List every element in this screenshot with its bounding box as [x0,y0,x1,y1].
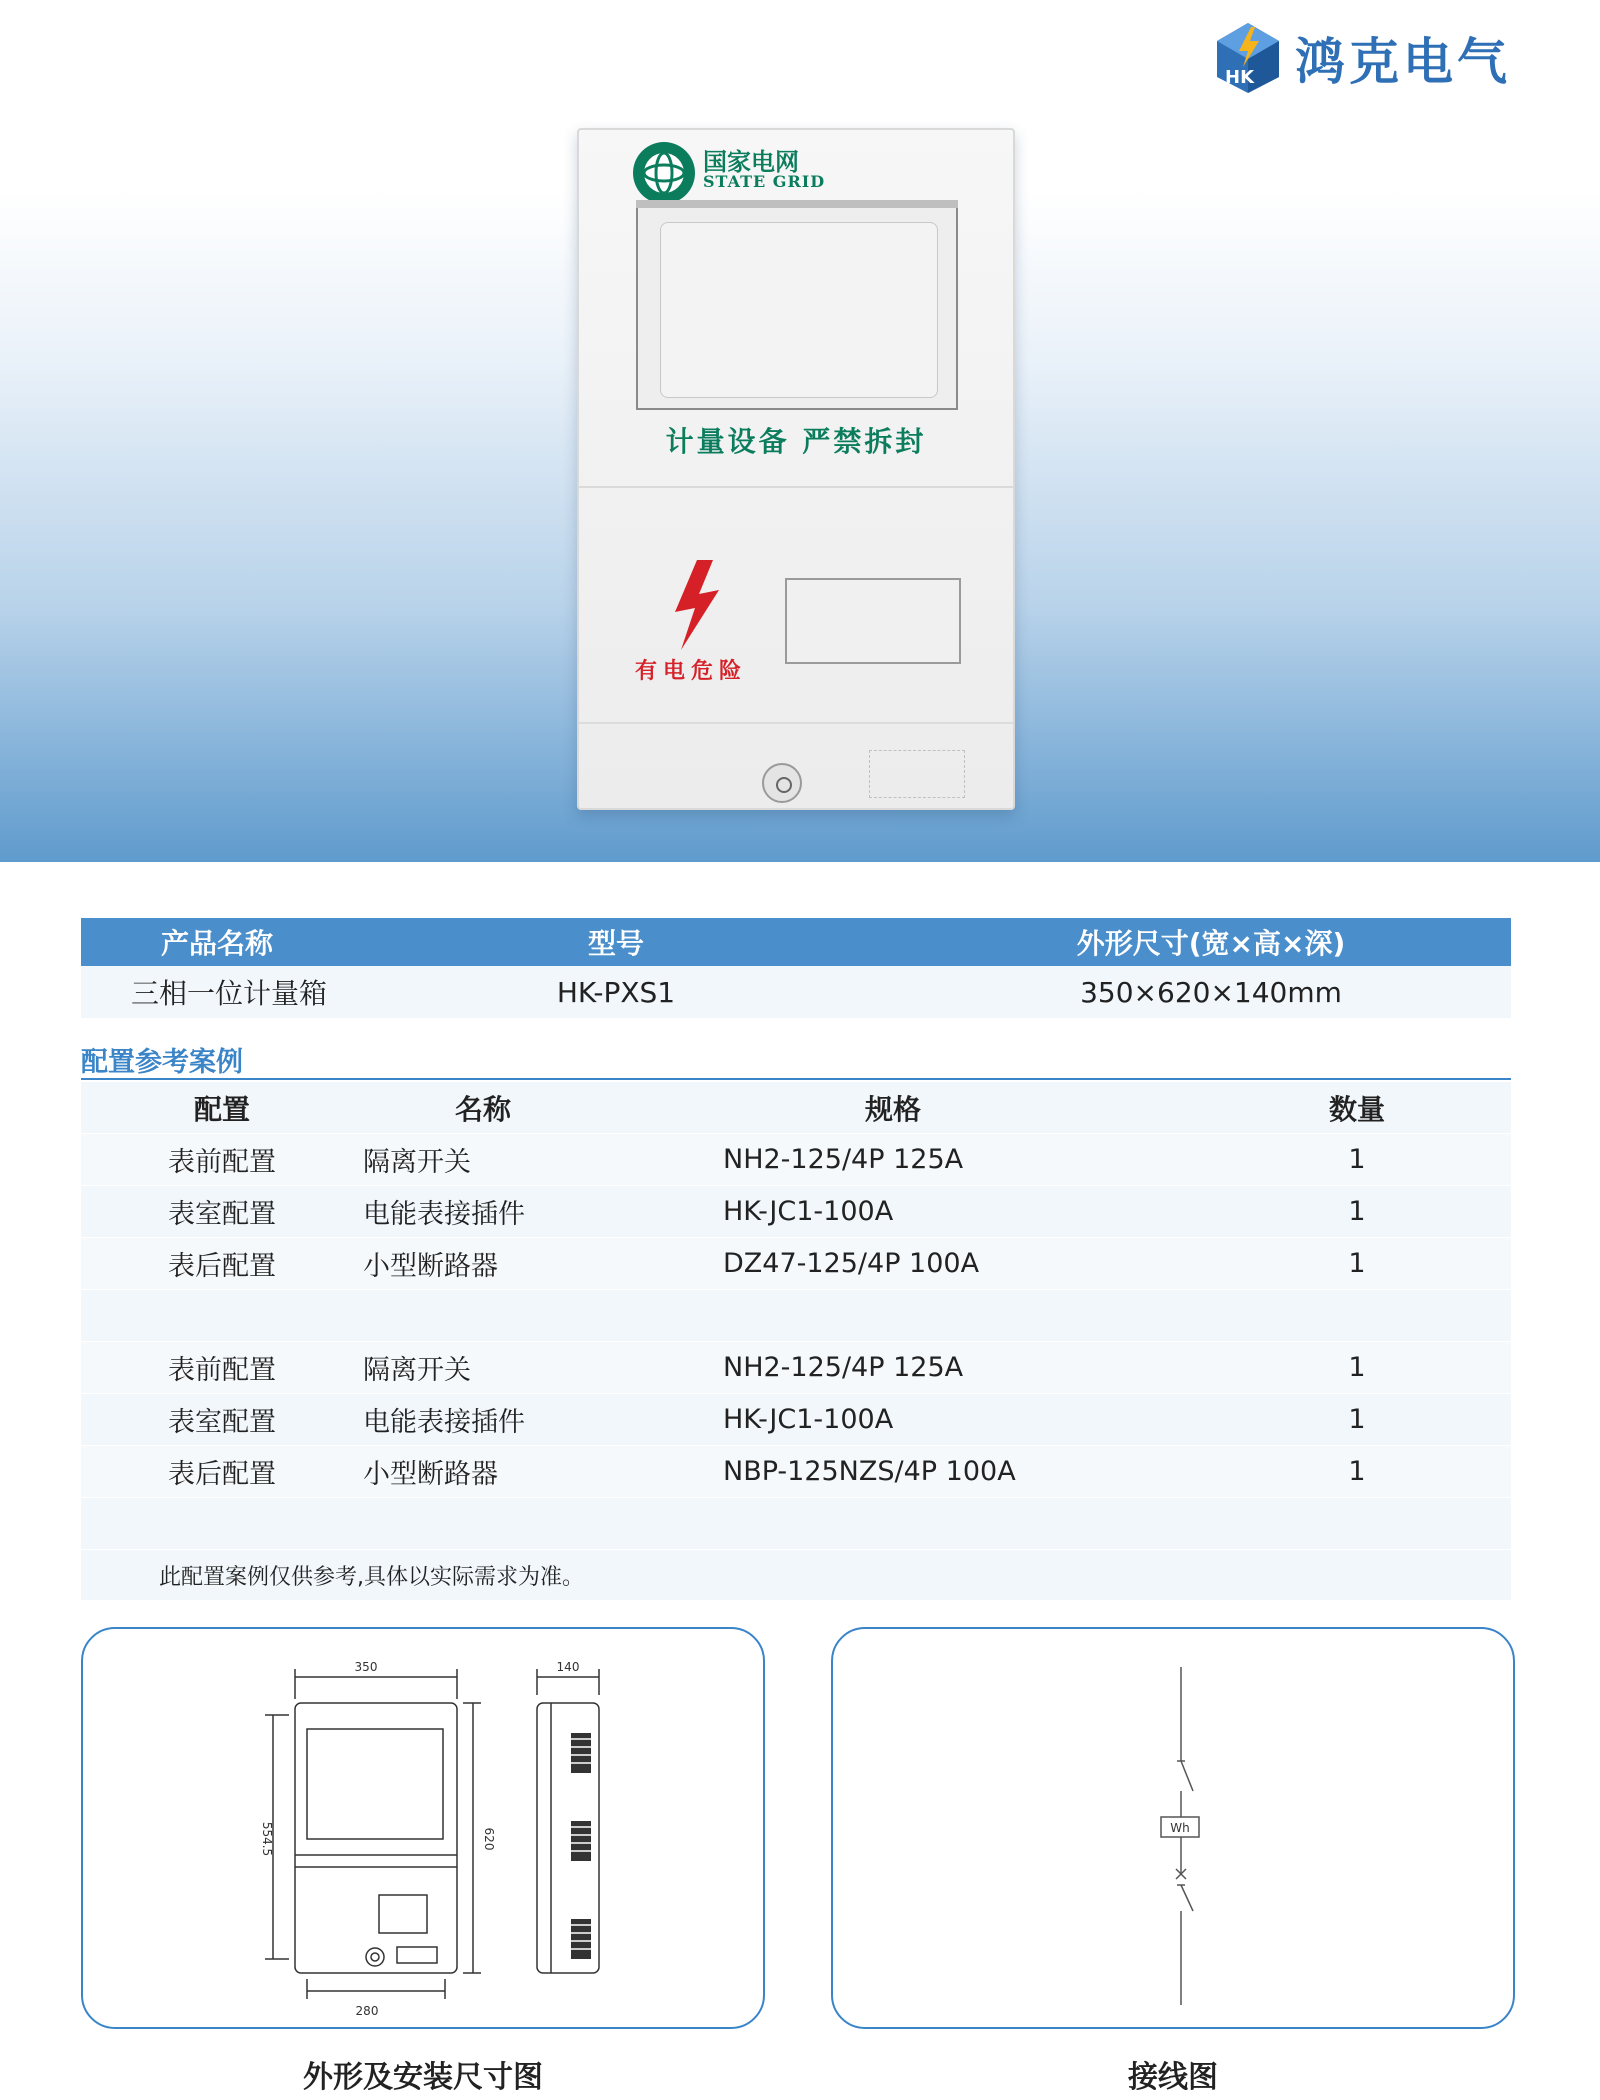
name-cell: 隔离开关 [363,1147,471,1178]
lightning-icon [667,560,727,650]
dimension-diagram-panel [81,1627,765,2029]
name-cell: 隔离开关 [363,1355,471,1386]
config-cell: 表前配置 [168,1147,276,1178]
config-cell: 表后配置 [168,1459,276,1490]
spec-cell: HK-JC1-100A [723,1196,894,1227]
spec-header-name: 产品名称 [161,927,274,960]
config-cell: 表室配置 [168,1407,276,1438]
table-row [81,1446,1511,1498]
config-table [81,1082,1511,1600]
brand-logo [1215,18,1511,98]
dimension-diagram [83,1629,767,2031]
table-row [81,1342,1511,1394]
small-window [785,578,961,664]
config-title-rule [81,1078,1511,1080]
box-divider [579,486,1013,488]
config-title: 配置参考案例 [81,1047,243,1078]
qty-cell: 1 [1348,1248,1366,1279]
spec-cell: DZ47-125/4P 100A [723,1248,980,1279]
table-spacer-row [81,1498,1511,1550]
label-slot [869,750,965,798]
qty-cell: 1 [1348,1144,1366,1175]
dim-height: 620 [482,1827,496,1851]
spec-table-row [81,966,1511,1018]
spec-cell: NH2-125/4P 125A [723,1144,964,1175]
front-view-outline [295,1703,457,1973]
name-cell: 电能表接插件 [363,1199,525,1230]
front-view-window [307,1729,443,1839]
qty-cell: 1 [1348,1352,1366,1383]
window-hinge [636,200,958,208]
config-header-config: 配置 [193,1092,250,1126]
dim-width: 350 [354,1660,378,1674]
brand-name: 鸿克电气 [1295,32,1511,91]
state-grid-cn: 国家电网 [703,148,799,176]
config-header-row [81,1082,1511,1134]
danger-text: 有电危险 [635,659,748,684]
window-cover [660,222,938,398]
table-row [81,1134,1511,1186]
config-cell: 表后配置 [168,1251,276,1282]
table-row [81,1394,1511,1446]
meter-box-photo [577,128,1015,810]
hk-logo-icon [1215,21,1281,95]
qty-cell: 1 [1348,1404,1366,1435]
table-row [81,1186,1511,1238]
wiring-diagram-panel [831,1627,1515,2029]
hero-banner [0,0,1600,862]
box-bottom-line [579,722,1013,724]
spec-cell: NBP-125NZS/4P 100A [723,1456,1016,1487]
spec-cell: HK-JC1-100A [723,1404,894,1435]
table-spacer-row [81,1290,1511,1342]
spec-cell-model: HK-PXS1 [556,975,676,1009]
wiring-diagram [833,1629,1517,2031]
meter-label: Wh [1170,1821,1190,1835]
state-grid-logo-icon [631,140,697,206]
front-view-label-slot [397,1947,437,1963]
dim-depth: 140 [556,1660,580,1674]
config-header-qty: 数量 [1328,1092,1385,1126]
config-header-name: 名称 [454,1092,511,1126]
wiring-diagram-caption: 接线图 [1128,2060,1218,2095]
spec-cell-size: 350×620×140mm [1080,975,1342,1009]
svg-text:HK: HK [1225,67,1255,88]
spec-cell: NH2-125/4P 125A [723,1352,964,1383]
name-cell: 电能表接插件 [363,1407,525,1438]
name-cell: 小型断路器 [363,1459,498,1490]
spec-header-model: 型号 [587,927,644,960]
meter-window [636,200,958,410]
spec-header-size: 外形尺寸(宽×高×深) [1076,927,1346,960]
spec-table [81,918,1511,1018]
dim-mount-width: 280 [355,2004,379,2018]
qty-cell: 1 [1348,1456,1366,1487]
dim-mount-height: 554.5 [260,1821,274,1857]
lock-icon [762,763,802,803]
isolator-switch [1181,1761,1193,1791]
seal-warning-text: 计量设备 严禁拆封 [665,425,927,458]
state-grid-en: STATE GRID [703,172,826,191]
table-row [81,1238,1511,1290]
spec-cell-name: 三相一位计量箱 [131,977,328,1010]
config-header-spec: 规格 [864,1092,921,1126]
front-view-lock [366,1948,384,1966]
config-cell: 表室配置 [168,1199,276,1230]
config-cell: 表前配置 [168,1355,276,1386]
qty-cell: 1 [1348,1196,1366,1227]
name-cell: 小型断路器 [363,1251,498,1282]
spec-table-header [81,918,1511,966]
dimension-diagram-caption: 外形及安装尺寸图 [303,2060,543,2095]
config-note: 此配置案例仅供参考,具体以实际需求为准。 [81,1550,1511,1600]
front-view-small-window [379,1895,427,1933]
breaker-switch [1181,1885,1193,1911]
